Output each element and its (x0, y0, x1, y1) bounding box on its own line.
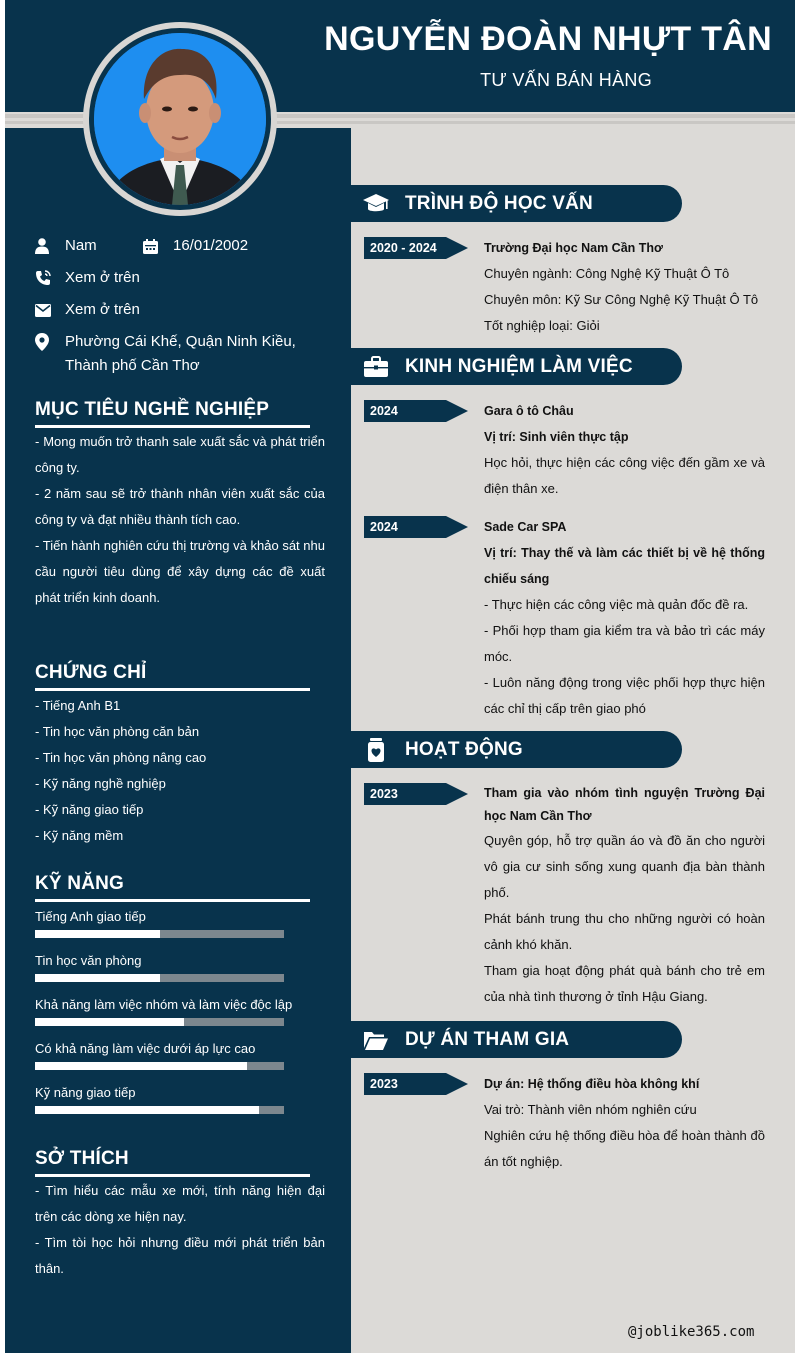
certificate-item: - Tiếng Anh B1 (35, 698, 121, 713)
objective-item: - Tiến hành nghiên cứu thị trường và khảo sát nhu cầu người tiêu dùng để xây dựng các đề xuất phát triển kinh doanh. (35, 538, 325, 605)
certificate-item: - Tin học văn phòng căn bản (35, 724, 200, 739)
hobby-item: - Tìm hiểu các mẫu xe mới, tính năng hiện đại trên các dòng xe hiện nay. (35, 1183, 325, 1224)
experience-section-header (351, 348, 682, 385)
certificates-heading: CHỨNG CHỈ (35, 662, 147, 683)
education-section-header (351, 185, 682, 222)
phone-icon (35, 268, 65, 288)
briefcase-icon (363, 354, 389, 380)
skill-bar-fill (35, 1062, 247, 1070)
graduation-cap-icon (363, 191, 389, 217)
certificates-heading-underline (35, 688, 310, 691)
activity-entry (484, 782, 765, 1010)
skill-bar (35, 1062, 284, 1070)
gender-value: Nam (65, 237, 97, 254)
experience-desc-item: - Phối hợp tham gia kiểm tra và bảo trì các máy móc. (484, 623, 765, 664)
project-year-tag (364, 1073, 468, 1095)
experience-desc: Học hỏi, thực hiện các công việc đến gầm xe và điện thân xe. (484, 455, 765, 496)
cv-page (5, 0, 795, 1353)
activity-title: Tham gia vào nhóm tình nguyện Trường Đại học Nam Cần Thơ (484, 786, 765, 823)
projects-heading: DỰ ÁN THAM GIA (405, 1029, 570, 1050)
contact-birthdate (143, 236, 248, 258)
certificate-item: - Kỹ năng nghề nghiệp (35, 776, 166, 791)
activity-year: 2023 (370, 787, 398, 801)
skill-label: Khả năng làm việc nhóm và làm việc độc lập (35, 997, 293, 1012)
candidate-title: TƯ VẤN BÁN HÀNG (480, 70, 652, 90)
experience-position: Vị trí: Sinh viên thực tập (484, 430, 629, 444)
hobbies-heading-underline (35, 1174, 310, 1177)
project-name: Dự án: Hệ thống điều hòa không khí (484, 1077, 700, 1091)
activity-item: Quyên góp, hỗ trợ quần áo và đồ ăn cho người vô gia cư sinh sống xung quanh địa bàn thành phố. (484, 833, 765, 900)
skill-bar (35, 974, 284, 982)
candidate-name: NGUYỄN ĐOÀN NHỰT TÂN (324, 20, 772, 58)
experience-desc-item: - Thực hiện các công việc mà quản đốc đề ra. (484, 597, 749, 612)
skills-heading: KỸ NĂNG (35, 873, 125, 894)
skill-bar-fill (35, 1106, 259, 1114)
certificate-item: - Tin học văn phòng nâng cao (35, 750, 207, 765)
experience-entry (484, 398, 765, 502)
projects-section-header (351, 1021, 682, 1058)
education-line: Chuyên ngành: Công Nghệ Kỹ Thuật Ô Tô (484, 266, 730, 281)
skill-label: Kỹ năng giao tiếp (35, 1085, 136, 1100)
email-icon (35, 300, 65, 320)
watermark-text: @joblike365.com (628, 1324, 755, 1340)
user-icon (35, 236, 65, 256)
skill-bar (35, 1018, 284, 1026)
skill-bar-fill (35, 930, 160, 938)
education-heading: TRÌNH ĐỘ HỌC VẤN (405, 193, 593, 214)
skill-bar (35, 930, 284, 938)
phone-value: Xem ở trên (65, 269, 140, 286)
experience-year-tag (364, 400, 468, 422)
activity-item: Tham gia hoạt động phát quà bánh cho trẻ em của nhà tình thương ở tỉnh Hậu Giang. (484, 963, 765, 1004)
experience-year-tag (364, 516, 468, 538)
experience-heading: KINH NGHIỆM LÀM VIỆC (405, 356, 633, 377)
activity-item: Phát bánh trung thu cho những người có hoàn cảnh khó khăn. (484, 911, 765, 952)
certificate-item: - Kỹ năng mềm (35, 828, 124, 843)
location-pin-icon (35, 332, 65, 352)
objective-text (35, 429, 325, 611)
project-desc: Nghiên cứu hệ thống điều hòa để hoàn thành đồ án tốt nghiệp. (484, 1128, 765, 1169)
skill-bar (35, 1106, 284, 1114)
education-line: Chuyên môn: Kỹ Sư Công Nghệ Kỹ Thuật Ô Tô (484, 292, 759, 307)
birthdate-value: 16/01/2002 (173, 237, 249, 254)
avatar-portrait-image (94, 33, 266, 205)
certificate-item: - Kỹ năng giao tiếp (35, 802, 144, 817)
objective-heading-underline (35, 425, 310, 428)
activities-section-header (351, 731, 682, 768)
hobbies-text (35, 1178, 325, 1282)
avatar (94, 33, 266, 205)
skill-label: Có khả năng làm việc dưới áp lực cao (35, 1041, 256, 1056)
skills-heading-underline (35, 899, 310, 902)
project-entry (484, 1071, 765, 1175)
education-school: Trường Đại học Nam Cần Thơ (484, 241, 663, 255)
email-value: Xem ở trên (65, 301, 140, 318)
experience-position: Vị trí: Thay thế và làm các thiết bị về hệ thống chiếu sáng (484, 546, 765, 586)
contact-phone (35, 268, 140, 290)
activity-year-tag (364, 783, 468, 805)
experience-year: 2024 (370, 404, 398, 418)
skill-label: Tin học văn phòng (35, 953, 142, 968)
folder-open-icon (363, 1027, 389, 1053)
contact-address (35, 332, 335, 378)
education-entry (484, 235, 765, 339)
experience-year: 2024 (370, 520, 398, 534)
address-value: Phường Cái Khế, Quận Ninh Kiều, Thành phố Cần Thơ (65, 333, 296, 374)
activities-heading: HOẠT ĐỘNG (405, 739, 523, 760)
project-year: 2023 (370, 1077, 398, 1091)
experience-company: Gara ô tô Châu (484, 404, 574, 418)
heart-jar-icon (363, 737, 389, 763)
education-line: Tốt nghiệp loại: Giỏi (484, 318, 600, 333)
contact-gender (35, 236, 97, 258)
experience-entry (484, 514, 765, 722)
calendar-icon (143, 236, 173, 256)
hobby-item: - Tìm tòi học hỏi nhưng điều mới phát triển bản thân. (35, 1235, 325, 1276)
skill-label: Tiếng Anh giao tiếp (35, 909, 146, 924)
skill-bar-fill (35, 974, 160, 982)
education-period: 2020 - 2024 (370, 241, 437, 255)
skill-bar-fill (35, 1018, 184, 1026)
objective-item: - 2 năm sau sẽ trở thành nhân viên xuất sắc của công ty và đạt nhiều thành tích cao. (35, 486, 325, 527)
objective-item: - Mong muốn trở thanh sale xuất sắc và phát triển công ty. (35, 434, 325, 475)
contact-email (35, 300, 140, 322)
hobbies-heading: SỞ THÍCH (35, 1148, 129, 1169)
experience-desc-item: - Luôn năng động trong việc phối hợp thực hiện các chỉ thị cấp trên giao phó (484, 675, 765, 716)
experience-company: Sade Car SPA (484, 520, 567, 534)
objective-heading: MỤC TIÊU NGHỀ NGHIỆP (35, 399, 270, 420)
project-role: Vai trò: Thành viên nhóm nghiên cứu (484, 1102, 697, 1117)
education-period-tag (364, 237, 468, 259)
